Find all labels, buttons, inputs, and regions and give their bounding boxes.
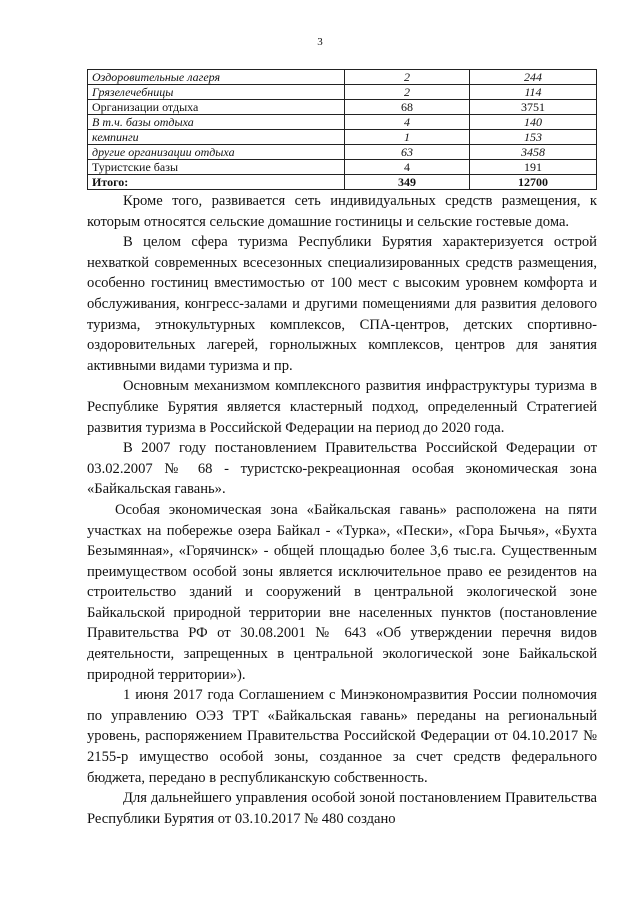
table-cell-count: 4 xyxy=(345,115,470,130)
table-cell-capacity: 140 xyxy=(470,115,597,130)
accommodation-table xyxy=(87,69,597,190)
paragraph: Особая экономическая зона «Байкальская гавань» расположена на пяти участках на побережье озера Байкал - «Турка», «Пески», «Гора Бычья», «Бухта Безымянная», «Горячинск» - общей площадью более 3,6 тыс.га. Существенным преимуществом особой зоны является исключительное право ее резидентов на строительство зданий и сооружений в центральной экологической зоне Байкальской природной территории вне населенных пунктов (постановление Правительства РФ от 30.08.2001 № 643 «Об утверждении перечня видов деятельности, запрещенных в центральной экологической зоне Байкальской природной территории»). xyxy=(87,501,597,683)
table-row xyxy=(88,70,597,85)
table-row xyxy=(88,145,597,160)
paragraph: Для дальнейшего управления особой зоной постановлением Правительства Республики Бурятия от 03.10.2017 № 480 создано xyxy=(87,790,597,827)
table-total-row xyxy=(88,175,597,190)
table-row xyxy=(88,85,597,100)
table-cell-count: 2 xyxy=(345,70,470,85)
table-row xyxy=(88,100,597,115)
table-cell-name: Грязелечебницы xyxy=(88,85,345,100)
table-cell-count: 4 xyxy=(345,160,470,175)
table-cell-capacity: 153 xyxy=(470,130,597,145)
paragraph: Основным механизмом комплексного развития инфраструктуры туризма в Республике Бурятия является кластерный подход, определенный Стратегией развития туризма в Российской Федерации на период до 2020 года. xyxy=(87,378,597,436)
table-row xyxy=(88,130,597,145)
table-cell-capacity: 114 xyxy=(470,85,597,100)
table-cell-capacity: 191 xyxy=(470,160,597,175)
table-total-count: 349 xyxy=(345,175,470,190)
table-cell-count: 1 xyxy=(345,130,470,145)
document-body xyxy=(87,191,597,829)
table-cell-name: кемпинги xyxy=(88,130,345,145)
table-cell-name: Организации отдыха xyxy=(88,100,345,115)
table-cell-name: другие организации отдыха xyxy=(88,145,345,160)
table-row xyxy=(88,160,597,175)
table-cell-count: 2 xyxy=(345,85,470,100)
table-cell-count: 63 xyxy=(345,145,470,160)
table-cell-capacity: 3751 xyxy=(470,100,597,115)
table-total-label: Итого: xyxy=(88,175,345,190)
paragraph: 1 июня 2017 года Соглашением с Минэкономразвития России полномочия по управлению ОЭЗ ТРТ «Байкальская гавань» переданы на региональный уровень, распоряжением Правительства Российской Федерации от 04.10.2017 № 2155-р имущество особой зоны, созданное за счет средств федерального бюджета, передано в республиканскую собственность. xyxy=(87,687,597,786)
table-cell-name: Оздоровительные лагеря xyxy=(88,70,345,85)
table-cell-count: 68 xyxy=(345,100,470,115)
page-number: 3 xyxy=(317,36,323,48)
paragraph: В целом сфера туризма Республики Бурятия характеризуется острой нехваткой современных всесезонных специализированных средств размещения, особенно гостиниц вместимостью от 100 мест с высоким уровнем комфорта и обслуживания, конгресс-залами и другими помещениями для развития делового туризма, этнокультурных комплексов, СПА-центров, детских спортивно-оздоровительных лагерей, горнолыжных комплексов, центров для занятия активными видами туризма и пр. xyxy=(87,234,597,374)
table-cell-name: В т.ч. базы отдыха xyxy=(88,115,345,130)
table-cell-name: Туристские базы xyxy=(88,160,345,175)
paragraph: В 2007 году постановлением Правительства Российской Федерации от 03.02.2007 № 68 - туристско-рекреационная особая экономическая зона «Байкальская гавань». xyxy=(87,440,597,498)
table-total-capacity: 12700 xyxy=(470,175,597,190)
table-row xyxy=(88,115,597,130)
paragraph: Кроме того, развивается сеть индивидуальных средств размещения, к которым относятся сельские домашние гостиницы и сельские гостевые дома. xyxy=(87,193,597,230)
table-cell-capacity: 244 xyxy=(470,70,597,85)
table-cell-capacity: 3458 xyxy=(470,145,597,160)
